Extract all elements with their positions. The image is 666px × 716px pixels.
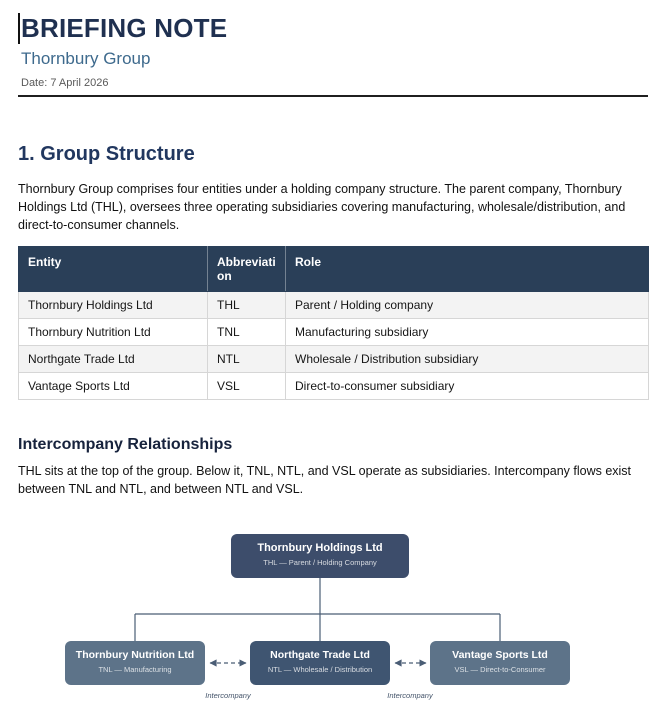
org-node-ntl <box>250 641 390 685</box>
entity-table <box>18 246 649 400</box>
page-title <box>18 14 648 43</box>
org-chart <box>18 534 648 716</box>
document-header <box>18 14 648 97</box>
org-node-subtitle: NTL — Wholesale / Distribution <box>267 664 373 674</box>
org-node-title: Thornbury Holdings Ltd <box>257 541 383 554</box>
org-node-subtitle: VSL — Direct-to-Consumer <box>454 664 546 674</box>
org-node-vsl <box>430 641 570 685</box>
org-node-title: Thornbury Nutrition Ltd <box>75 648 195 661</box>
cell-abbreviation: NTL <box>208 345 286 372</box>
col-header-entity: Entity <box>19 246 208 291</box>
cell-entity: Thornbury Holdings Ltd <box>19 291 208 318</box>
section-heading-intercompany: Intercompany Relationships <box>18 435 233 453</box>
section1-paragraph: Thornbury Group comprises four entities under a holding company structure. The parent company, Thornbury Holdings Ltd (THL), oversees three operating subsidiaries covering manufacturing, wholesale/distribution, and direct-to-consumer channels. <box>18 181 626 232</box>
org-node-subtitle: THL — Parent / Holding Company <box>263 557 377 567</box>
text-cursor <box>18 13 20 44</box>
org-node-thl <box>231 534 409 578</box>
cell-abbreviation: VSL <box>208 372 286 399</box>
section-heading-group-structure: 1. Group Structure <box>18 142 195 165</box>
cell-entity: Northgate Trade Ltd <box>19 345 208 372</box>
table-row <box>19 318 649 345</box>
cell-entity: Thornbury Nutrition Ltd <box>19 318 208 345</box>
intercompany-flow-label: Intercompany <box>387 690 433 700</box>
table-header-row <box>19 246 649 291</box>
org-node-subtitle: TNL — Manufacturing <box>98 664 172 674</box>
table-row <box>19 291 649 318</box>
intercompany-flow-label: Intercompany <box>205 690 251 700</box>
page-subtitle: Thornbury Group <box>21 48 151 68</box>
cell-entity: Vantage Sports Ltd <box>19 372 208 399</box>
org-node-tnl <box>65 641 205 685</box>
org-node-title: Northgate Trade Ltd <box>270 648 370 661</box>
cell-abbreviation: THL <box>208 291 286 318</box>
org-node-title: Vantage Sports Ltd <box>452 648 548 661</box>
date-line: Date: 7 April 2026 <box>21 76 109 89</box>
table-row <box>19 372 649 399</box>
cell-role: Manufacturing subsidiary <box>286 318 649 345</box>
cell-abbreviation: TNL <box>208 318 286 345</box>
section2-paragraph: THL sits at the top of the group. Below it, TNL, NTL, and VSL operate as subsidiaries. Intercompany flows exist between TNL and NTL, and between NTL and VSL. <box>18 463 632 496</box>
page-title-text: BRIEFING NOTE <box>21 13 228 43</box>
col-header-role: Role <box>286 246 649 291</box>
cell-role: Parent / Holding company <box>286 291 649 318</box>
cell-role: Wholesale / Distribution subsidiary <box>286 345 649 372</box>
cell-role: Direct-to-consumer subsidiary <box>286 372 649 399</box>
table-row <box>19 345 649 372</box>
col-header-abbreviation: Abbreviation <box>208 246 286 291</box>
